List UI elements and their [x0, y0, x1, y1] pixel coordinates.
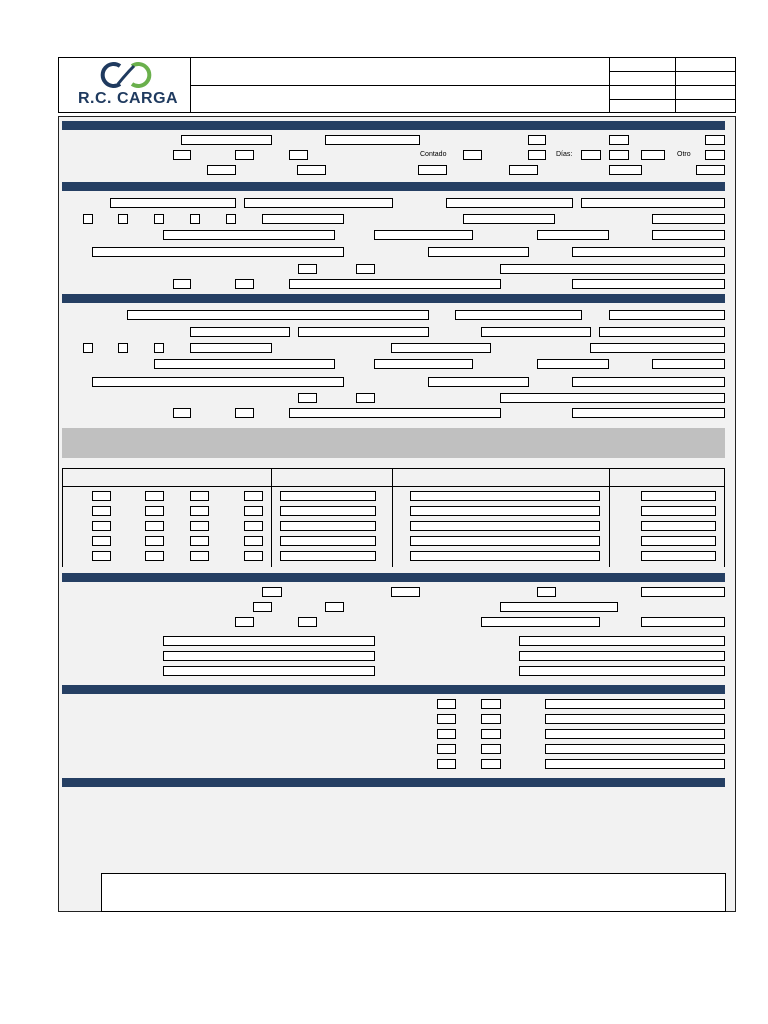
input-field[interactable] [652, 214, 725, 224]
input-field[interactable] [374, 359, 473, 369]
input-field[interactable] [325, 135, 420, 145]
checkbox[interactable] [92, 551, 111, 561]
input-field[interactable] [410, 491, 600, 501]
input-field[interactable] [289, 279, 501, 289]
input-field[interactable] [410, 521, 600, 531]
input-field[interactable] [163, 636, 375, 646]
checkbox[interactable] [325, 602, 344, 612]
input-field[interactable] [572, 279, 725, 289]
input-field[interactable] [500, 602, 618, 612]
otro-checkbox[interactable] [705, 150, 725, 160]
checkbox[interactable] [481, 729, 501, 739]
otro-label: Otro [677, 151, 691, 158]
input-field[interactable] [410, 551, 600, 561]
input-field[interactable] [280, 521, 376, 531]
checkbox[interactable] [235, 150, 254, 160]
checkbox[interactable] [83, 214, 93, 224]
input-field[interactable] [537, 230, 609, 240]
checkbox[interactable] [190, 506, 209, 516]
input-field[interactable] [280, 506, 376, 516]
checkbox[interactable] [289, 150, 308, 160]
input-field[interactable] [298, 327, 429, 337]
input-field[interactable] [163, 666, 375, 676]
input-field[interactable] [519, 636, 725, 646]
input-field[interactable] [581, 198, 725, 208]
checkbox[interactable] [244, 506, 263, 516]
input-field[interactable] [609, 310, 725, 320]
checkbox[interactable] [235, 408, 254, 418]
input-field[interactable] [391, 343, 491, 353]
dias-label: Días: [556, 151, 573, 158]
input-field[interactable] [572, 408, 725, 418]
input-field[interactable] [545, 744, 725, 754]
input-field[interactable] [641, 491, 716, 501]
notes-box[interactable] [101, 873, 726, 912]
checkbox[interactable] [609, 135, 629, 145]
input-field[interactable] [244, 198, 393, 208]
section-bar-3 [62, 294, 725, 303]
input-field[interactable] [641, 506, 716, 516]
input-field[interactable] [374, 230, 473, 240]
input-field[interactable] [280, 551, 376, 561]
input-field[interactable] [280, 536, 376, 546]
checkbox[interactable] [235, 617, 254, 627]
checkbox[interactable] [154, 214, 164, 224]
input-field[interactable] [652, 359, 725, 369]
input-field[interactable] [481, 617, 600, 627]
input-field[interactable] [641, 521, 716, 531]
checkbox[interactable] [481, 699, 501, 709]
title-box-top [190, 57, 610, 86]
checkbox[interactable] [173, 408, 191, 418]
input-field[interactable] [509, 165, 538, 175]
input-field[interactable] [609, 165, 642, 175]
input-field[interactable] [262, 214, 344, 224]
checkbox[interactable] [609, 150, 629, 160]
checkbox[interactable] [173, 279, 191, 289]
checkbox[interactable] [437, 744, 456, 754]
checkbox[interactable] [145, 506, 164, 516]
checkbox[interactable] [244, 551, 263, 561]
input-field[interactable] [500, 393, 725, 403]
input-field[interactable] [455, 310, 582, 320]
title-box-bottom [190, 85, 610, 113]
checkbox[interactable] [437, 699, 456, 709]
input-field[interactable] [410, 536, 600, 546]
input-field[interactable] [127, 310, 429, 320]
input-field[interactable] [641, 536, 716, 546]
checkbox[interactable] [356, 264, 375, 274]
checkbox[interactable] [235, 279, 254, 289]
input-field[interactable] [545, 729, 725, 739]
input-field[interactable] [190, 327, 290, 337]
input-field[interactable] [500, 264, 725, 274]
checkbox[interactable] [298, 617, 317, 627]
checkbox[interactable] [190, 521, 209, 531]
checkbox[interactable] [262, 587, 282, 597]
checkbox[interactable] [92, 491, 111, 501]
checkbox[interactable] [528, 150, 546, 160]
checkbox[interactable] [437, 759, 456, 769]
meta-row-line [609, 85, 736, 86]
checkbox[interactable] [190, 491, 209, 501]
checkbox[interactable] [437, 729, 456, 739]
contado-checkbox[interactable] [463, 150, 482, 160]
checkbox[interactable] [437, 714, 456, 724]
table-header-line [62, 486, 725, 487]
input-field[interactable] [163, 651, 375, 661]
input-field[interactable] [154, 359, 335, 369]
checkbox[interactable] [356, 393, 375, 403]
input-field[interactable] [92, 247, 344, 257]
rc-carga-logo-icon [96, 60, 156, 90]
input-field[interactable] [428, 377, 529, 387]
input-field[interactable] [590, 343, 725, 353]
input-field[interactable] [181, 135, 272, 145]
input-field[interactable] [696, 165, 725, 175]
checkbox[interactable] [118, 214, 128, 224]
input-field[interactable] [297, 165, 326, 175]
grey-band [62, 428, 725, 458]
checkbox[interactable] [481, 759, 501, 769]
checkbox[interactable] [154, 343, 164, 353]
checkbox[interactable] [481, 744, 501, 754]
meta-row-line [609, 99, 736, 100]
checkbox[interactable] [481, 714, 501, 724]
section-bar-6 [62, 778, 725, 787]
input-field[interactable] [641, 587, 725, 597]
meta-row-line [609, 71, 736, 72]
input-field[interactable] [446, 198, 573, 208]
brand-name: R.C. CARGA [78, 90, 179, 107]
input-field[interactable] [110, 198, 236, 208]
checkbox[interactable] [190, 214, 200, 224]
checkbox[interactable] [92, 506, 111, 516]
input-field[interactable] [481, 327, 591, 337]
input-field[interactable] [545, 699, 725, 709]
table-top-line [62, 468, 725, 469]
checkbox[interactable] [145, 551, 164, 561]
input-field[interactable] [519, 666, 725, 676]
input-field[interactable] [572, 377, 725, 387]
checkbox[interactable] [145, 521, 164, 531]
input-field[interactable] [207, 165, 236, 175]
input-field[interactable] [289, 408, 501, 418]
input-field[interactable] [545, 714, 725, 724]
input-field[interactable] [280, 491, 376, 501]
section-bar-5 [62, 685, 725, 694]
table-col-line [62, 468, 63, 567]
dias-checkbox[interactable] [581, 150, 601, 160]
input-field[interactable] [519, 651, 725, 661]
table-col-line [724, 468, 725, 567]
checkbox[interactable] [298, 264, 317, 274]
checkbox[interactable] [92, 536, 111, 546]
checkbox[interactable] [705, 135, 725, 145]
input-field[interactable] [410, 506, 600, 516]
input-field[interactable] [641, 617, 725, 627]
checkbox[interactable] [145, 491, 164, 501]
checkbox[interactable] [298, 393, 317, 403]
input-field[interactable] [641, 551, 716, 561]
checkbox[interactable] [528, 135, 546, 145]
input-field[interactable] [599, 327, 725, 337]
section-bar-1 [62, 121, 725, 130]
checkbox[interactable] [83, 343, 93, 353]
section-bar-4 [62, 573, 725, 582]
input-field[interactable] [418, 165, 447, 175]
checkbox[interactable] [226, 214, 236, 224]
input-field[interactable] [537, 359, 609, 369]
input-field[interactable] [463, 214, 555, 224]
meta-col-line [675, 57, 676, 113]
table-col-line [392, 468, 393, 567]
input-field[interactable] [163, 230, 335, 240]
checkbox[interactable] [537, 587, 556, 597]
checkbox[interactable] [145, 536, 164, 546]
table-col-line [609, 468, 610, 567]
checkbox[interactable] [92, 521, 111, 531]
input-field[interactable] [652, 230, 725, 240]
input-field[interactable] [391, 587, 420, 597]
checkbox[interactable] [244, 536, 263, 546]
input-field[interactable] [428, 247, 529, 257]
section-bar-2 [62, 182, 725, 191]
checkbox[interactable] [118, 343, 128, 353]
table-col-line [271, 468, 272, 567]
input-field[interactable] [572, 247, 725, 257]
input-field[interactable] [92, 377, 344, 387]
checkbox[interactable] [253, 602, 272, 612]
checkbox[interactable] [173, 150, 191, 160]
checkbox[interactable] [190, 536, 209, 546]
checkbox[interactable] [244, 521, 263, 531]
checkbox[interactable] [244, 491, 263, 501]
input-field[interactable] [190, 343, 272, 353]
contado-label: Contado [420, 151, 447, 158]
checkbox[interactable] [190, 551, 209, 561]
checkbox[interactable] [641, 150, 665, 160]
input-field[interactable] [545, 759, 725, 769]
